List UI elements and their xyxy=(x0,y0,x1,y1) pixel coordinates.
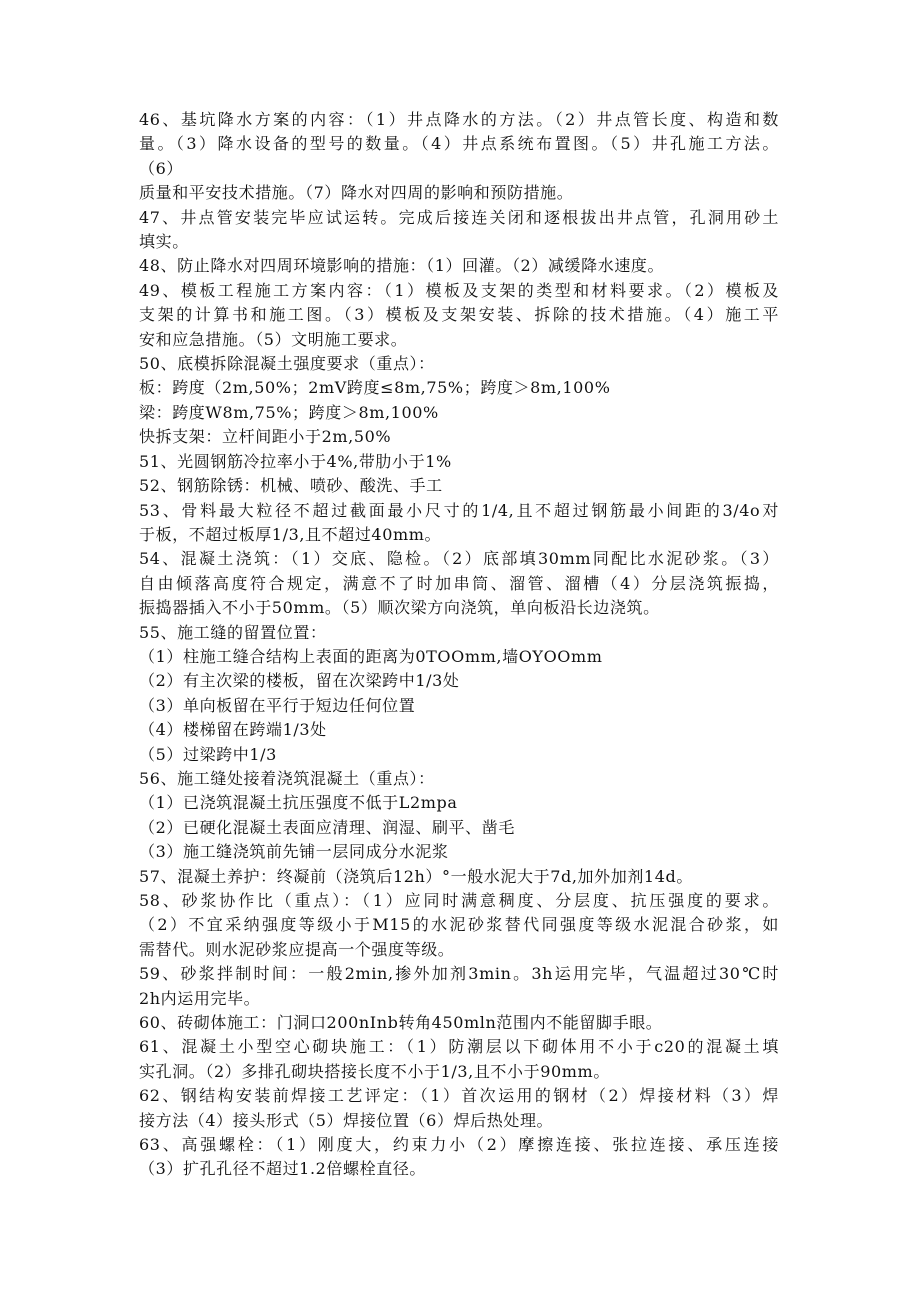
text-line: （3）扩孔孔径不超过1.2倍螺栓直径。 xyxy=(139,1159,427,1179)
text-line: （5）过梁跨中1/3 xyxy=(139,744,277,764)
text-line: 梁：跨度W8m,75%；跨度＞8m,100% xyxy=(139,402,439,422)
text-line: 52、钢筋除锈：机械、喷砂、酸洗、手工 xyxy=(139,476,443,496)
text-line: 60、砖砌体施工：门洞口200nInb转角450mln范围内不能留脚手眼。 xyxy=(139,1013,663,1033)
text-line: 63、高强螺栓：（1）刚度大，约束力小（2）摩擦连接、张拉连接、承压连接 xyxy=(139,1135,779,1155)
text-line: 自由倾落高度符合规定，满意不了时加串筒、溜管、溜槽（4）分层浇筑振捣， xyxy=(139,573,779,593)
document-body xyxy=(139,108,779,1182)
text-line: 62、钢结构安装前焊接工艺评定：（1）首次运用的钢材（2）焊接材料（3）焊 xyxy=(139,1086,779,1106)
text-line: 快拆支架：立杆间距小于2m,50% xyxy=(139,427,392,447)
text-line: 58、砂浆协作比（重点）：（1）应同时满意稠度、分层度、抗压强度的要求。 xyxy=(139,891,779,910)
text-line: （3）施工缝浇筑前先铺一层同成分水泥浆 xyxy=(139,842,449,862)
text-line: 48、防止降水对四周环境影响的措施：（1）回灌。（2）减缓降水速度。 xyxy=(139,256,665,276)
text-line: 板：跨度（2m,50%；2mV跨度≤8m,75%；跨度＞8m,100% xyxy=(139,378,611,398)
text-line: 46、基坑降水方案的内容：（1）井点降水的方法。（2）井点管长度、构造和数 xyxy=(139,110,779,129)
text-line: （2）不宜采纳强度等级小于M15的水泥砂浆替代同强度等级水泥混合砂浆，如 xyxy=(139,915,779,935)
text-line: 56、施工缝处接着浇筑混凝土（重点）： xyxy=(139,768,435,788)
text-line: 57、混凝土养护：终凝前（浇筑后12h）°一般水泥大于7d,加外加剂14d。 xyxy=(139,866,693,886)
text-line: 接方法（4）接头形式（5）焊接位置（6）焊后热处理。 xyxy=(139,1110,554,1130)
text-line: 2h内运用完毕。 xyxy=(139,988,261,1008)
text-line: 安和应急措施。（5）文明施工要求。 xyxy=(139,329,408,349)
text-line: （1）已浇筑混凝土抗压强度不低于L2mpa xyxy=(139,793,458,813)
text-line: 50、底模拆除混凝土强度要求（重点）： xyxy=(139,354,435,374)
text-line: （4）楼梯留在跨端1/3处 xyxy=(139,720,327,740)
text-line: 55、施工缝的留置位置： xyxy=(139,622,327,642)
text-line: 于板，不超过板厚1/3,且不超过40mm。 xyxy=(139,524,442,544)
text-line: （1）柱施工缝合结构上表面的距离为0TOOmm,墙OYOOmm xyxy=(139,646,603,666)
text-line: （2）有主次梁的楼板，留在次梁跨中1/3处 xyxy=(139,671,460,691)
text-line: 质量和平安技术措施。（7）降水对四周的影响和预防措施。 xyxy=(139,183,574,203)
text-line: （2）已硬化混凝土表面应清理、润湿、刷平、凿毛 xyxy=(139,817,515,837)
text-line: 实孔洞。（2）多排孔砌块搭接长度不小于1/3,且不小于90mm。 xyxy=(139,1061,610,1081)
text-line: 振捣器插入不小于50mm。（5）顺次梁方向浇筑，单向板沿长边浇筑。 xyxy=(139,598,660,618)
text-line: 54、混凝土浇筑：（1）交底、隐检。（2）底部填30mm同配比水泥砂浆。（3） xyxy=(139,549,779,569)
text-line: 51、光圆钢筋冷拉率小于4%,带肋小于1% xyxy=(139,451,452,471)
text-line: （3）单向板留在平行于短边任何位置 xyxy=(139,695,416,715)
text-line: 53、骨料最大粒径不超过截面最小尺寸的1/4,且不超过钢筋最小间距的3/4o对 xyxy=(139,500,779,520)
text-line: 59、砂浆拌制时间：一般2min,掺外加剂3min。3h运用完毕，气温超过30℃时 xyxy=(139,964,779,984)
text-line: 支架的计算书和施工图。（3）模板及支架安装、拆除的技术措施。（4）施工平 xyxy=(139,305,779,325)
text-line: 需替代。则水泥砂浆应提高一个强度等级。 xyxy=(139,939,455,959)
text-line: （6） xyxy=(139,158,183,178)
text-line: 47、井点管安装完毕应试运转。完成后接连关闭和逐根拔出井点管，孔洞用砂土 xyxy=(139,207,779,227)
text-line: 量。（3）降水设备的型号的数量。（4）井点系统布置图。（5）井孔施工方法。 xyxy=(139,134,779,154)
text-line: 填实。 xyxy=(139,232,189,252)
text-line: 61、混凝土小型空心砌块施工：（1）防潮层以下砌体用不小于c20的混凝土填 xyxy=(139,1037,779,1057)
text-line: 49、模板工程施工方案内容：（1）模板及支架的类型和材料要求。（2）模板及 xyxy=(139,280,779,300)
